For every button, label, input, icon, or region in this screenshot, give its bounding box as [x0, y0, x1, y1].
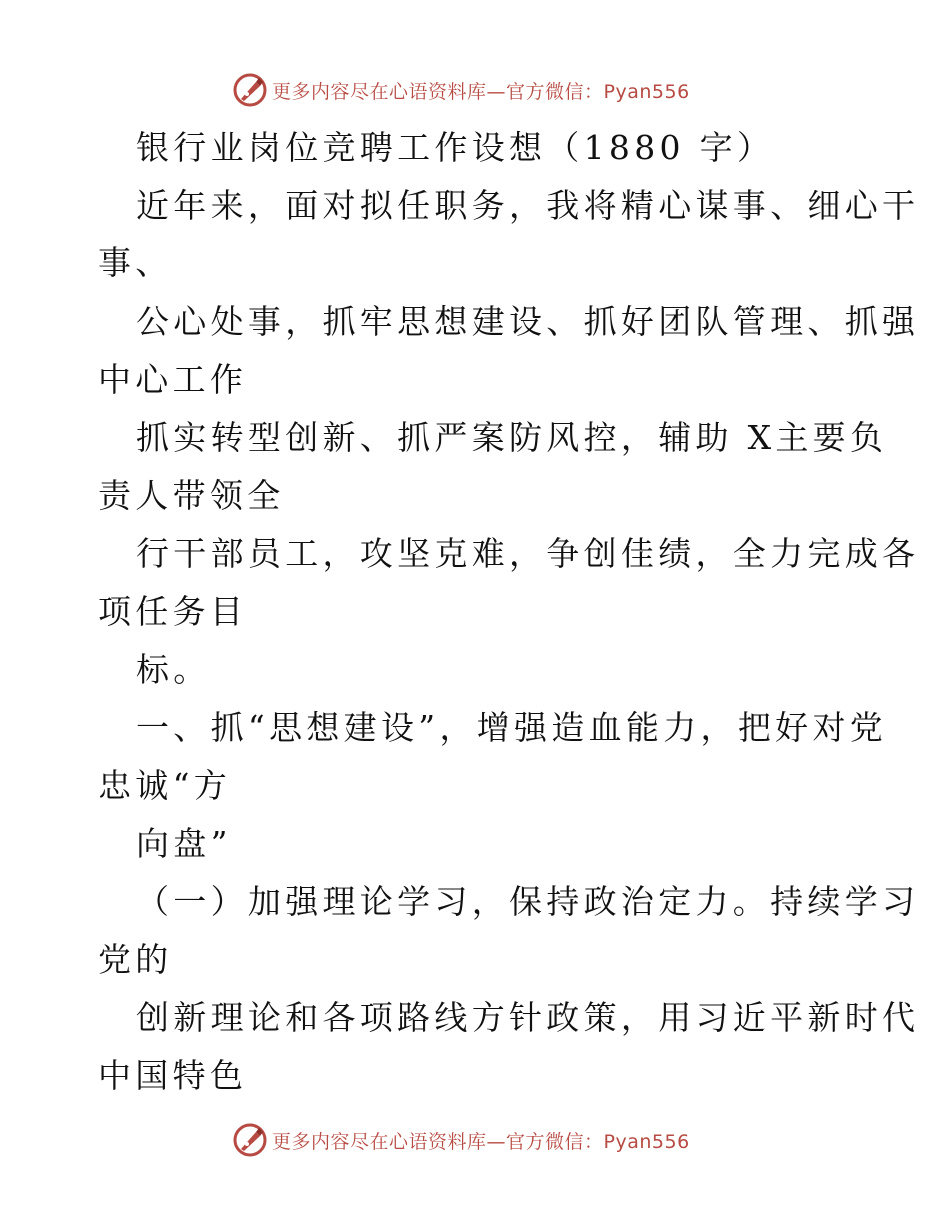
header-banner-text: 更多内容尽在心语资料库—官方微信：Pyan556 [272, 80, 690, 103]
document-title: 银行业岗位竞聘工作设想（1880 字） [136, 128, 775, 167]
text-line: 党的 [98, 940, 173, 979]
text-line: 责人带领全 [98, 476, 285, 515]
text-line: 事、 [98, 243, 173, 282]
text-line: 中国特色 [98, 1056, 248, 1095]
text-line: 标。 [136, 650, 211, 689]
text-line: 近年来，面对拟任职务，我将精心谋事、细心干 [136, 186, 920, 225]
pen-nib-seal-icon [232, 1122, 268, 1158]
text-line: 忠诚“方 [98, 766, 232, 805]
header-banner [232, 70, 732, 110]
pen-nib-seal-icon [232, 72, 268, 108]
text-line: 创新理论和各项路线方针政策，用习近平新时代 [136, 998, 920, 1037]
footer-banner [232, 1120, 732, 1160]
section-heading: 一、抓“思想建设”，增强造血能力，把好对党 [136, 708, 888, 747]
footer-banner-text: 更多内容尽在心语资料库—官方微信：Pyan556 [272, 1130, 690, 1153]
text-line: 行干部员工，攻坚克难，争创佳绩，全力完成各 [136, 534, 920, 573]
text-line: 中心工作 [98, 360, 248, 399]
text-line: 抓实转型创新、抓严案防风控，辅助 X主要负 [136, 418, 888, 457]
text-line: 公心处事，抓牢思想建设、抓好团队管理、抓强 [136, 302, 920, 341]
text-line: 向盘” [136, 824, 232, 863]
subsection-heading: （一）加强理论学习，保持政治定力。持续学习 [136, 882, 920, 921]
text-line: 项任务目 [98, 592, 248, 631]
